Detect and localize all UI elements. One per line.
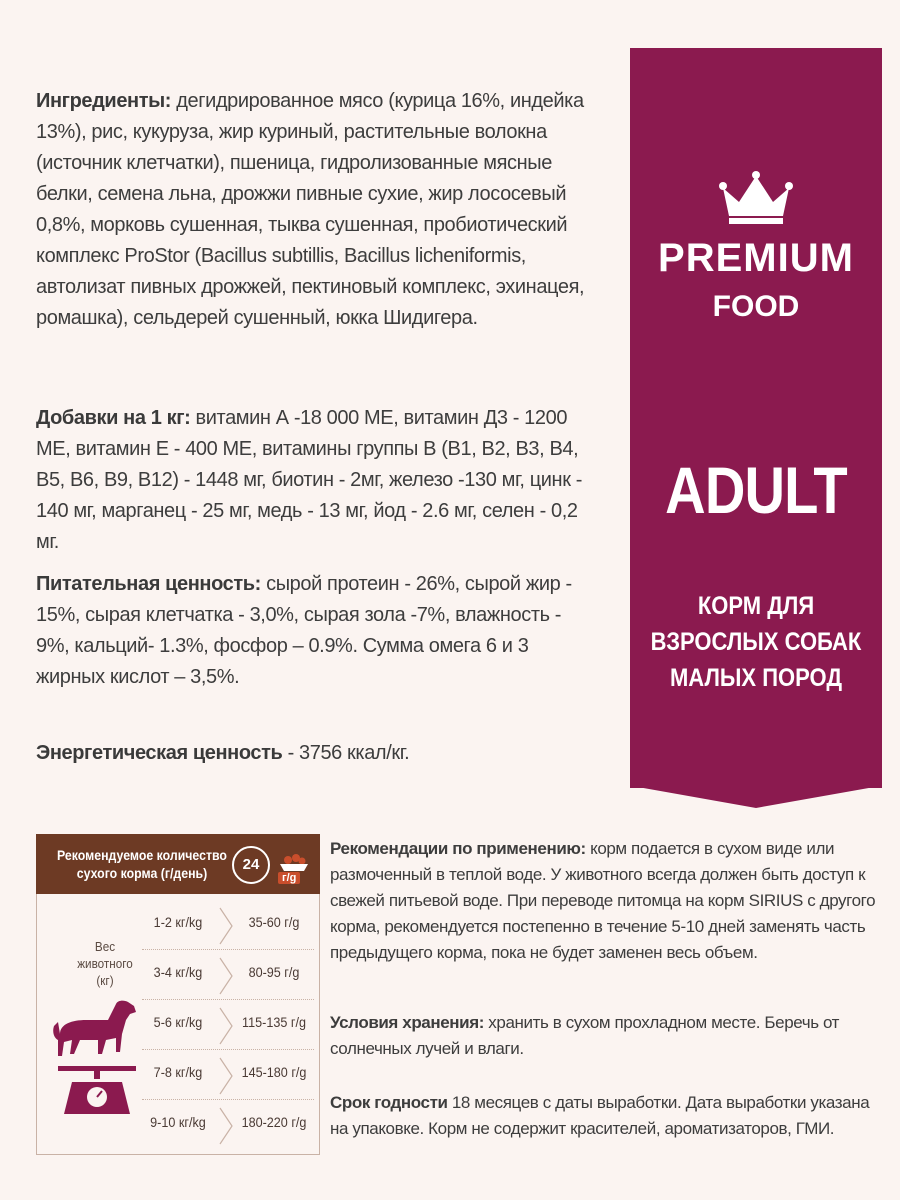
- feeding-table-header: [36, 834, 320, 894]
- food-label: FOOD: [712, 290, 800, 323]
- clock-24-icon: [232, 846, 270, 884]
- weight-line-3: (кг): [96, 973, 114, 988]
- banner-tip: [632, 786, 880, 808]
- nutrition-paragraph: [36, 569, 596, 693]
- chevron-right-icon: [216, 1106, 236, 1146]
- table-row: [136, 1000, 316, 1050]
- storage-paragraph: [330, 1010, 886, 1062]
- dog-on-scale-icon: [50, 994, 140, 1124]
- row-weight: 7-8 кг/kg: [153, 1064, 203, 1080]
- shelf-life-paragraph: [330, 1090, 886, 1142]
- ingredients-paragraph: [36, 86, 596, 334]
- row-grams: 145-180 г/g: [241, 1064, 307, 1080]
- chevron-right-icon: [216, 1056, 236, 1096]
- shelf-life-text: 18 месяцев с даты выработки. Дата выработки указана на упаковке. Корм не содержит красителей, ароматизаторов, ГМИ.: [330, 1093, 870, 1138]
- weight-line-1: Вес: [94, 939, 116, 954]
- crown-icon: [719, 170, 793, 226]
- usage-paragraph: [330, 836, 886, 966]
- energy-text: - 3756 ккал/кг.: [282, 742, 410, 764]
- chevron-right-icon: [216, 956, 236, 996]
- row-weight: 1-2 кг/kg: [153, 914, 203, 930]
- description-line-1: КОРМ ДЛЯ: [697, 592, 815, 620]
- clock-label: 24: [242, 856, 260, 873]
- row-grams: 35-60 г/g: [248, 914, 300, 930]
- weight-line-2: животного: [77, 956, 133, 971]
- weight-label: [74, 938, 137, 989]
- storage-label: Условия хранения:: [330, 1013, 484, 1032]
- energy-paragraph: [36, 738, 596, 769]
- premium-label: PREMIUM: [658, 236, 854, 280]
- row-weight: 5-6 кг/kg: [153, 1014, 203, 1030]
- bowl-unit-label: г/g: [278, 872, 300, 884]
- feeding-title-line-2: сухого корма (г/день): [76, 865, 208, 881]
- feeding-title-line-1: Рекомендуемое количество: [57, 847, 227, 863]
- additives-text: витамин А -18 000 МЕ, витамин Д3 - 1200 МЕ, витамин Е - 400 МЕ, витамины группы В (В1, В2, В3, В4, В5, В6, В9, В12) - 1448 мг, биотин - 2мг, железо -130 мг, цинк - 140 мг, марганец - 25 мг, медь - 13 мг, йод - 2.6 мг, селен - 0,2 мг.: [36, 407, 582, 553]
- usage-text: корм подается в сухом виде или размоченный в теплой воде. У животного всегда должен быть доступ к свежей питьевой воде. При переводе питомца на корм SIRIUS с другого корма, рекомендуется постепенно в течение 5-10 дней заменять часть предыдущего корма, пока не будет заменен весь объем.: [330, 839, 876, 962]
- additives-label: Добавки на 1 кг:: [36, 407, 191, 429]
- ingredients-text: дегидрированное мясо (курица 16%, индейка 13%), рис, кукуруза, жир куриный, растительные волокна (источник клетчатки), пшеница, гидролизованные мясные белки, семена льна, дрожжи пивные сухие, жир лососевый 0,8%, морковь сушенная, тыква сушенная, пробиотический комплекс ProStor (Bacillus subtillis, Bacillus licheniformis, автолизат пивных дрожжей, пектиновый комплекс, эхинацея, ромашка), сельдерей сушенный, юкка Шидигера.: [36, 90, 585, 329]
- usage-label: Рекомендации по применению:: [330, 839, 586, 858]
- product-description: [645, 588, 867, 696]
- energy-label: Энергетическая ценность: [36, 742, 283, 764]
- additives-paragraph: [36, 403, 596, 558]
- row-weight: 3-4 кг/kg: [153, 964, 203, 980]
- chevron-right-icon: [216, 906, 236, 946]
- nutrition-text: сырой протеин - 26%, сырой жир - 15%, сырая клетчатка - 3,0%, сырая зола -7%, влажность - 9%, кальций- 1.3%, фосфор – 0.9%. Сумма омега 6 и 3 жирных кислот – 3,5%.: [36, 573, 572, 688]
- row-grams: 180-220 г/g: [241, 1114, 307, 1130]
- table-row: [136, 1050, 316, 1100]
- table-row: [136, 950, 316, 1000]
- feeding-table-title: [56, 846, 228, 882]
- adult-label: ADULT: [665, 453, 847, 527]
- row-grams: 115-135 г/g: [242, 1014, 306, 1030]
- row-grams: 80-95 г/g: [248, 964, 300, 980]
- nutrition-label: Питательная ценность:: [36, 573, 261, 595]
- feeding-table: [36, 834, 320, 1154]
- table-row: [136, 900, 316, 950]
- storage-text: хранить в сухом прохладном месте. Беречь от солнечных лучей и влаги.: [330, 1013, 840, 1058]
- ingredients-label: Ингредиенты:: [36, 90, 172, 112]
- bowl-icon: [274, 850, 314, 872]
- description-line-3: МАЛЫХ ПОРОД: [669, 664, 843, 692]
- table-row: [136, 1100, 316, 1150]
- row-weight: 9-10 кг/kg: [150, 1114, 206, 1130]
- chevron-right-icon: [216, 1006, 236, 1046]
- description-line-2: ВЗРОСЛЫХ СОБАК: [650, 628, 862, 656]
- shelf-life-label: Срок годности: [330, 1093, 448, 1112]
